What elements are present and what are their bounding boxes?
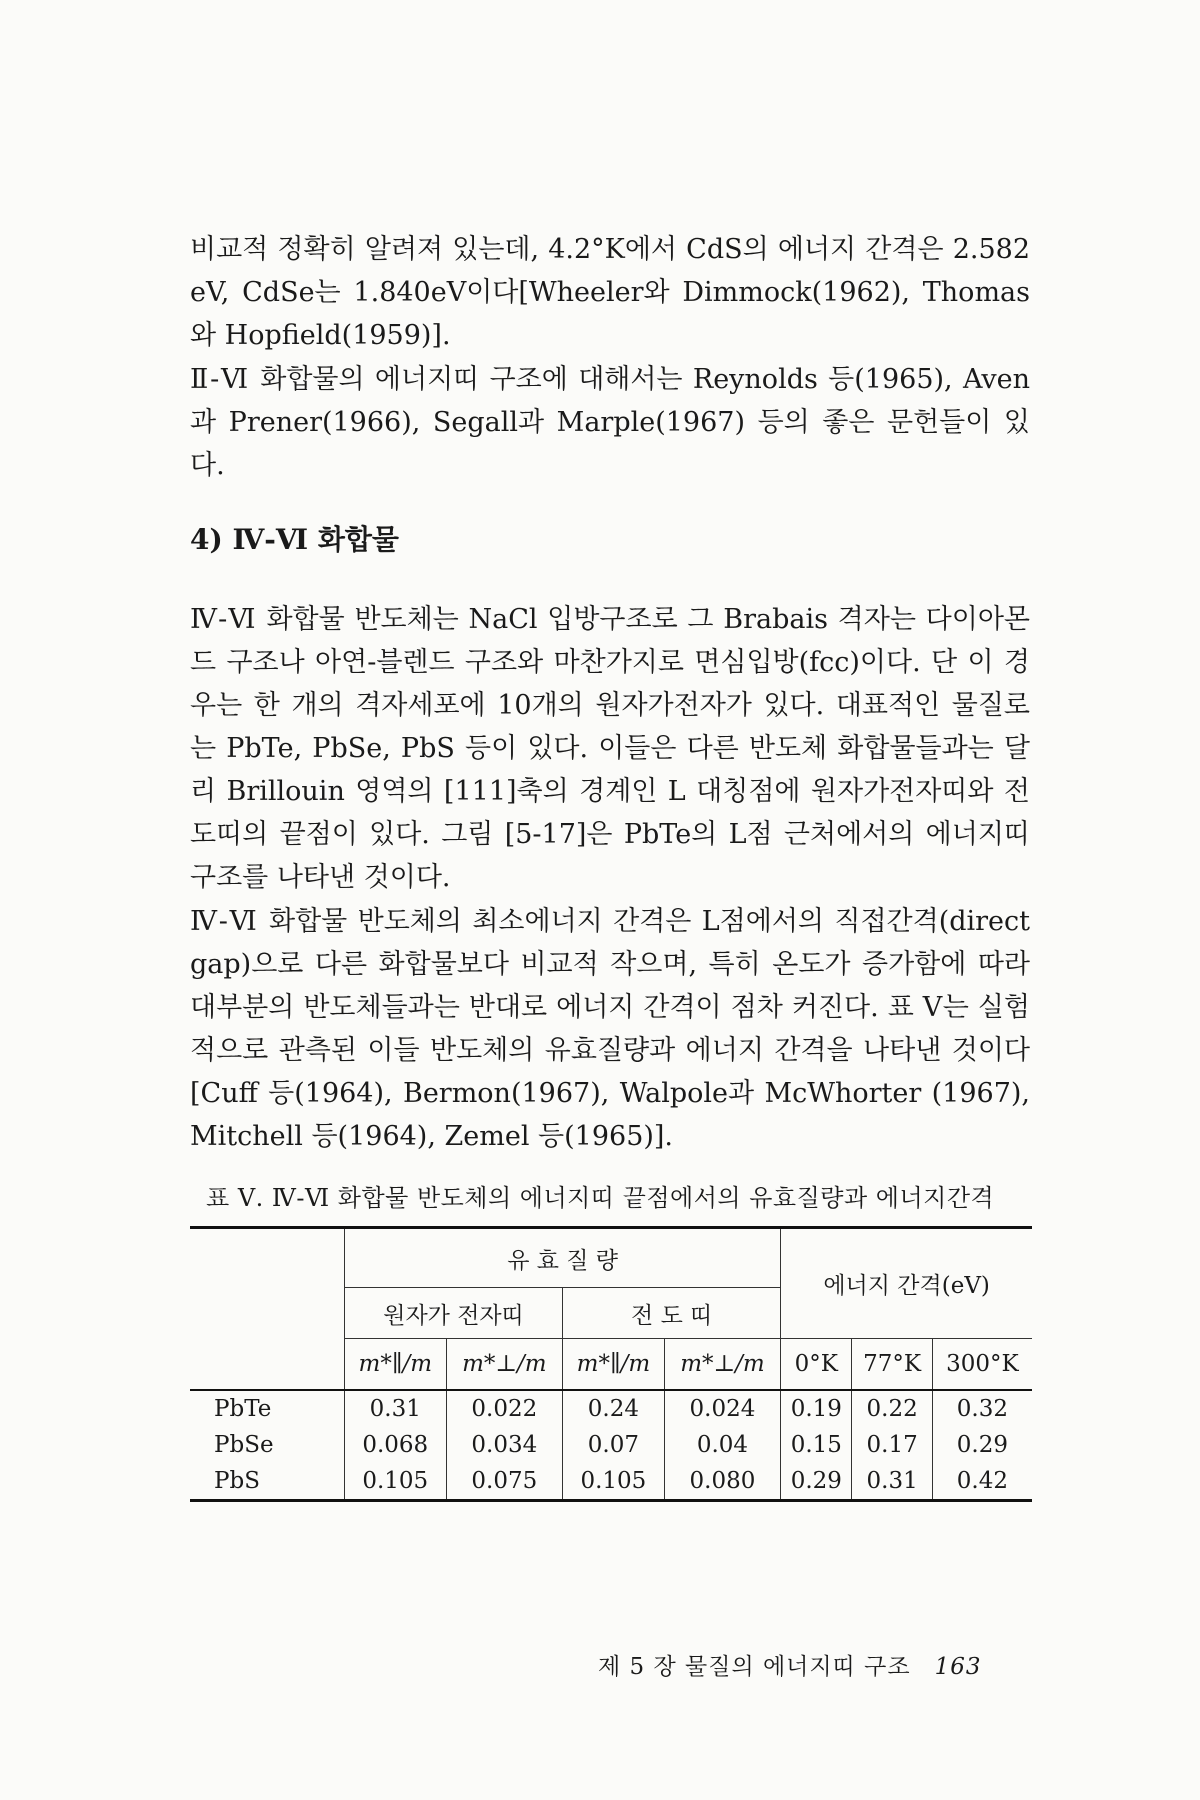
cell-value: 0.034 xyxy=(446,1427,563,1463)
table-row xyxy=(190,1463,1032,1501)
cell-value: 0.32 xyxy=(932,1390,1032,1427)
header-effective-mass: 유 효 질 량 xyxy=(345,1228,781,1288)
cell-value: 0.068 xyxy=(345,1427,447,1463)
col-valence-m-perp: m*⊥/m xyxy=(446,1339,563,1391)
cell-value: 0.31 xyxy=(345,1390,447,1427)
col-gap-300k: 300°K xyxy=(932,1339,1032,1391)
table-corner-cell xyxy=(190,1228,345,1391)
material-name: PbSe xyxy=(214,1432,274,1458)
col-gap-77k: 77°K xyxy=(852,1339,932,1391)
page-number: 163 xyxy=(934,1654,982,1680)
cell-value: 0.022 xyxy=(446,1390,563,1427)
cell-value: 0.22 xyxy=(852,1390,932,1427)
page-footer xyxy=(598,1648,982,1681)
paragraph-4: Ⅳ-Ⅵ 화합물 반도체의 최소에너지 간격은 L점에서의 직접간격(direct gap)으로 다른 화합물보다 비교적 작으며, 특히 온도가 증가함에 따라 대부분의 반도체들과는 반대로 에너지 간격이 점차 커진다. 표 Ⅴ는 실험적으로 관측된 이들 반도체의 유효질량과 에너지 간격을 나타낸 것이다[Cuff 등(1964), Bermon(1967), Walpole과 McWhorter (1967), Mitchell 등(1964), Zemel 등(1965)]. xyxy=(190,906,1030,1152)
col-conduction-m-parallel: m*∥/m xyxy=(563,1339,665,1391)
material-name: PbS xyxy=(214,1468,260,1494)
cell-value: 0.04 xyxy=(664,1427,781,1463)
cell-value: 0.31 xyxy=(852,1463,932,1501)
cell-value: 0.15 xyxy=(781,1427,852,1463)
cell-value: 0.07 xyxy=(563,1427,665,1463)
chapter-title: 제 5 장 물질의 에너지띠 구조 xyxy=(598,1654,911,1680)
cell-value: 0.105 xyxy=(563,1463,665,1501)
cell-value: 0.075 xyxy=(446,1463,563,1501)
col-gap-0k: 0°K xyxy=(781,1339,852,1391)
paragraph-1: 비교적 정확히 알려져 있는데, 4.2°K에서 CdS의 에너지 간격은 2.582 eV, CdSe는 1.840eV이다[Wheeler와 Dimmock(1962), Thomas와 Hopfield(1959)]. xyxy=(190,234,1030,351)
cell-value: 0.42 xyxy=(932,1463,1032,1501)
effective-mass-table xyxy=(190,1226,1032,1502)
table-row xyxy=(190,1427,1032,1463)
table-caption: 표 Ⅴ. Ⅳ-Ⅵ 화합물 반도체의 에너지띠 끝점에서의 유효질량과 에너지간격 xyxy=(206,1184,995,1212)
cell-value: 0.17 xyxy=(852,1427,932,1463)
paragraph-2: Ⅱ-Ⅵ 화합물의 에너지띠 구조에 대해서는 Reynolds 등(1965), Aven과 Prener(1966), Segall과 Marple(1967) 등의 좋은 문헌들이 있다. xyxy=(190,364,1030,481)
cell-value: 0.29 xyxy=(932,1427,1032,1463)
paragraph-3: Ⅳ-Ⅵ 화합물 반도체는 NaCl 입방구조로 그 Brabais 격자는 다이아몬드 구조나 아연-블렌드 구조와 마찬가지로 면심입방(fcc)이다. 단 이 경우는 한 개의 격자세포에 10개의 원자가전자가 있다. 대표적인 물질로는 PbTe, PbSe, PbS 등이 있다. 이들은 다른 반도체 화합물들과는 달리 Brillouin 영역의 [111]축의 경계인 L 대칭점에 원자가전자띠와 전도띠의 끝점이 있다. 그림 [5-17]은 PbTe의 L점 근처에서의 에너지띠 구조를 나타낸 것이다. xyxy=(190,604,1030,893)
col-conduction-m-perp: m*⊥/m xyxy=(664,1339,781,1391)
header-conduction-band: 전 도 띠 xyxy=(563,1288,781,1339)
cell-value: 0.19 xyxy=(781,1390,852,1427)
cell-value: 0.24 xyxy=(563,1390,665,1427)
cell-value: 0.080 xyxy=(664,1463,781,1501)
cell-value: 0.105 xyxy=(345,1463,447,1501)
cell-value: 0.024 xyxy=(664,1390,781,1427)
table-row xyxy=(190,1390,1032,1427)
material-name: PbTe xyxy=(214,1396,272,1422)
section-heading: 4) Ⅳ-Ⅵ 화합물 xyxy=(190,523,399,556)
col-valence-m-parallel: m*∥/m xyxy=(345,1339,447,1391)
header-valence-band: 원자가 전자띠 xyxy=(345,1288,563,1339)
header-energy-gap: 에너지 간격(eV) xyxy=(781,1228,1032,1339)
cell-value: 0.29 xyxy=(781,1463,852,1501)
